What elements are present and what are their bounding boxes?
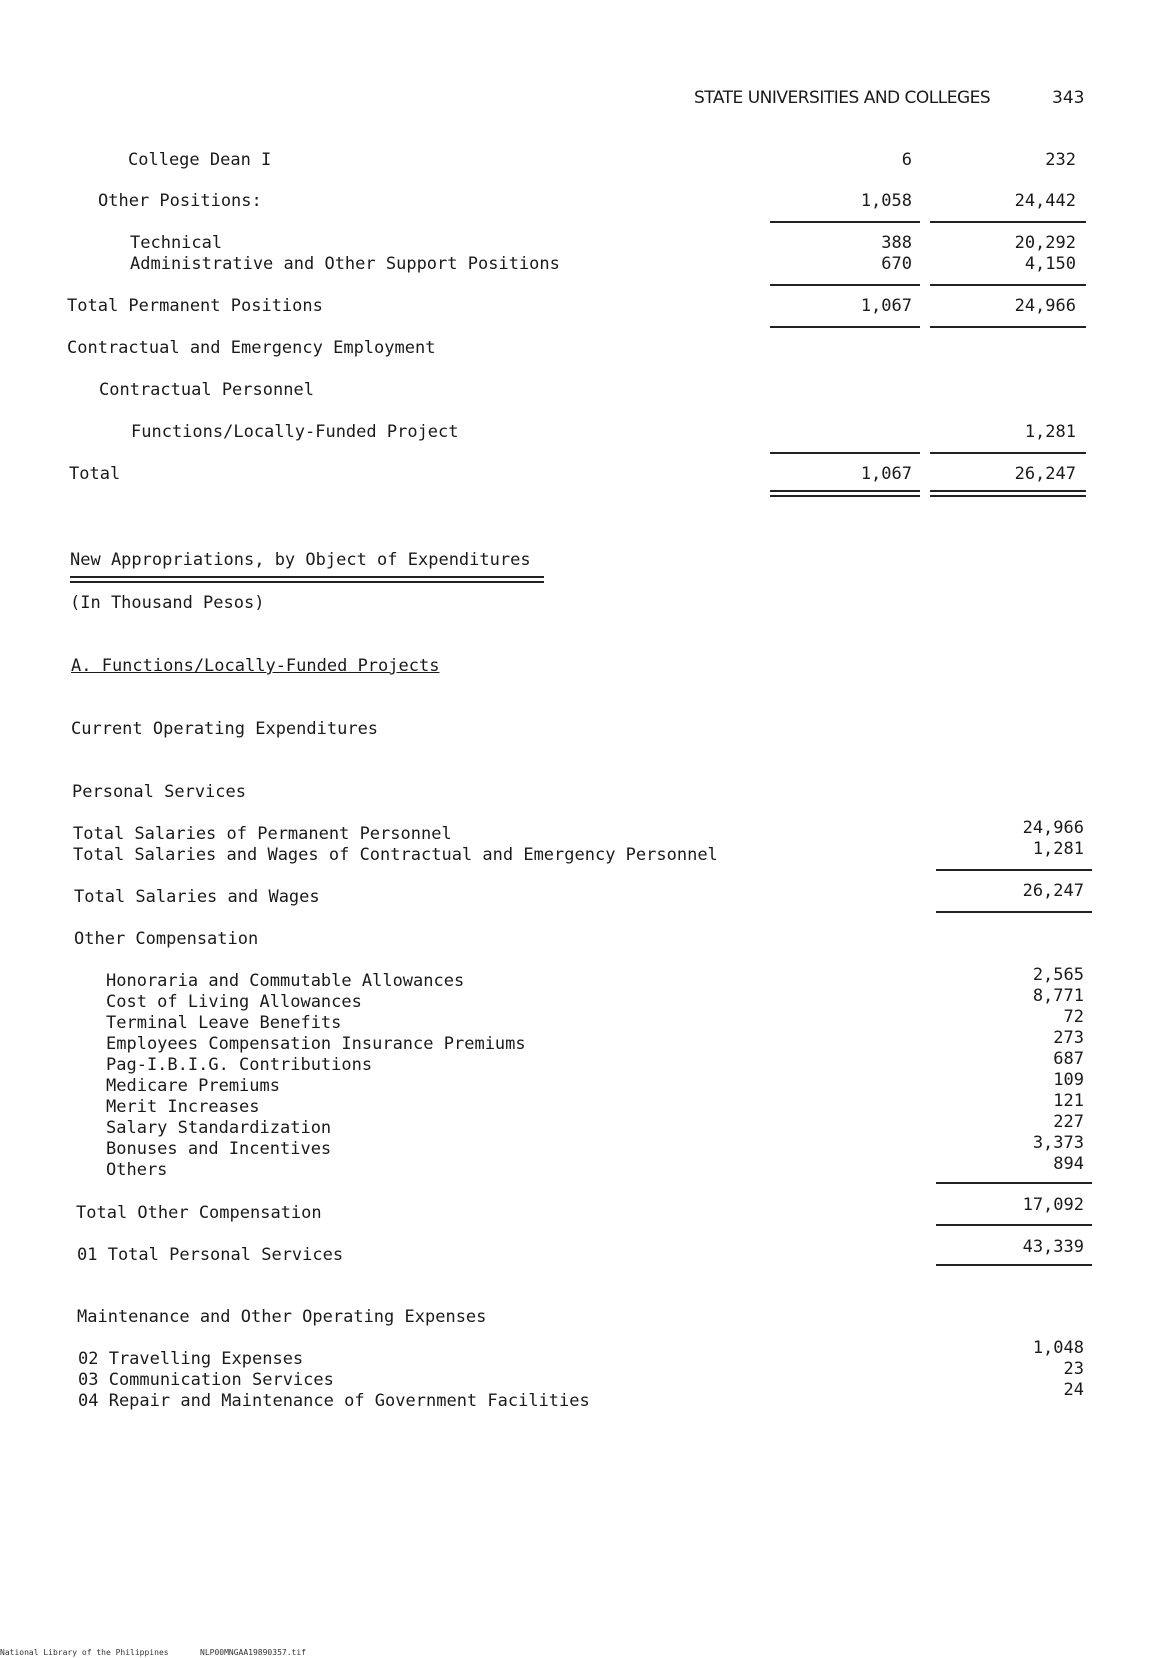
rule-line [930, 326, 1086, 328]
college-dean-amount: 232 [1045, 150, 1076, 170]
total-label: Total [69, 464, 121, 484]
rule-line [770, 284, 920, 286]
comp-item-amount: 8,771 [1032, 986, 1084, 1006]
comp-item-amount: 894 [1053, 1154, 1084, 1174]
total-other-comp-label: Total Other Compensation [76, 1203, 322, 1223]
comp-item-label: Medicare Premiums [106, 1076, 280, 1096]
total-other-comp-amount: 17,092 [1022, 1195, 1084, 1215]
comp-item-label: Honoraria and Commutable Allowances [106, 971, 465, 991]
mooe-heading: Maintenance and Other Operating Expenses [77, 1307, 487, 1327]
other-positions-label: Other Positions: [98, 191, 262, 211]
admin-support-label: Administrative and Other Support Positions [130, 254, 560, 274]
mooe-item-amount: 23 [1063, 1359, 1084, 1379]
page-number: 343 [1052, 88, 1085, 108]
personal-services-heading: Personal Services [72, 782, 246, 802]
functions-project-amount: 1,281 [1024, 422, 1076, 442]
rule-line [930, 452, 1086, 454]
double-rule-line [930, 495, 1086, 497]
college-dean-label: College Dean I [128, 150, 272, 170]
rule-line [770, 452, 920, 454]
footer-file-id: NLP00MNGAA19890357.tif [200, 1648, 306, 1657]
comp-item-amount: 109 [1053, 1070, 1084, 1090]
mooe-item-label: 04 Repair and Maintenance of Government Facilities [78, 1391, 590, 1411]
rule-line [930, 284, 1086, 286]
rule-line [770, 221, 920, 223]
rule-line [936, 1182, 1092, 1184]
double-rule-line [770, 490, 920, 492]
mooe-item-label: 03 Communication Services [78, 1370, 334, 1390]
mooe-item-amount: 24 [1063, 1380, 1084, 1400]
comp-item-label: Terminal Leave Benefits [106, 1013, 342, 1033]
double-rule-line [930, 490, 1086, 492]
comp-item-amount: 273 [1053, 1028, 1084, 1048]
appropriations-heading: New Appropriations, by Object of Expenditures [70, 550, 531, 570]
comp-item-label: Bonuses and Incentives [106, 1139, 332, 1159]
heading-double-rule [70, 581, 544, 583]
double-rule-line [770, 495, 920, 497]
total-permanent-count: 1,067 [860, 296, 912, 316]
comp-item-label: Pag-I.B.I.G. Contributions [106, 1055, 373, 1075]
contractual-heading: Contractual and Emergency Employment [67, 338, 436, 358]
comp-item-amount: 72 [1063, 1007, 1084, 1027]
total-salaries-amount: 26,247 [1022, 881, 1084, 901]
comp-item-label: Employees Compensation Insurance Premiums [106, 1034, 526, 1054]
mooe-item-amount: 1,048 [1032, 1338, 1084, 1358]
technical-count: 388 [881, 233, 912, 253]
comp-item-label: Cost of Living Allowances [106, 992, 362, 1012]
rule-line [770, 326, 920, 328]
technical-label: Technical [130, 233, 223, 253]
comp-item-amount: 227 [1053, 1112, 1084, 1132]
salaries-contractual-amount: 1,281 [1032, 839, 1084, 859]
heading-double-rule [70, 576, 544, 578]
rule-line [936, 911, 1092, 913]
contractual-personnel-label: Contractual Personnel [99, 380, 314, 400]
unit-note: (In Thousand Pesos) [70, 593, 265, 613]
mooe-item-label: 02 Travelling Expenses [78, 1349, 304, 1369]
total-amount: 26,247 [1014, 464, 1076, 484]
total-personal-services-amount: 43,339 [1022, 1237, 1084, 1257]
total-permanent-amount: 24,966 [1014, 296, 1076, 316]
total-personal-services-label: 01 Total Personal Services [77, 1245, 344, 1265]
comp-item-label: Salary Standardization [106, 1118, 332, 1138]
other-positions-count: 1,058 [860, 191, 912, 211]
other-positions-amount: 24,442 [1014, 191, 1076, 211]
comp-item-amount: 3,373 [1032, 1133, 1084, 1153]
salaries-permanent-label: Total Salaries of Permanent Personnel [73, 824, 452, 844]
rule-line [936, 1264, 1092, 1266]
section-a-heading: A. Functions/Locally-Funded Projects [71, 656, 440, 676]
footer-library: National Library of the Philippines [0, 1648, 169, 1657]
comp-item-amount: 2,565 [1032, 965, 1084, 985]
comp-item-amount: 121 [1053, 1091, 1084, 1111]
comp-item-label: Merit Increases [106, 1097, 260, 1117]
technical-amount: 20,292 [1014, 233, 1076, 253]
admin-support-count: 670 [881, 254, 912, 274]
total-salaries-label: Total Salaries and Wages [74, 887, 320, 907]
college-dean-count: 6 [901, 150, 912, 170]
salaries-permanent-amount: 24,966 [1022, 818, 1084, 838]
other-compensation-heading: Other Compensation [74, 929, 259, 949]
salaries-contractual-label: Total Salaries and Wages of Contractual and Emergency Personnel [73, 845, 718, 865]
current-operating-heading: Current Operating Expenditures [71, 719, 379, 739]
total-permanent-label: Total Permanent Positions [67, 296, 323, 316]
comp-item-amount: 687 [1053, 1049, 1084, 1069]
page-header-title: STATE UNIVERSITIES AND COLLEGES [694, 88, 991, 108]
rule-line [930, 221, 1086, 223]
admin-support-amount: 4,150 [1024, 254, 1076, 274]
total-count: 1,067 [860, 464, 912, 484]
comp-item-label: Others [106, 1160, 168, 1180]
rule-line [936, 1224, 1092, 1226]
functions-project-label: Functions/Locally-Funded Project [131, 422, 459, 442]
rule-line [936, 869, 1092, 871]
